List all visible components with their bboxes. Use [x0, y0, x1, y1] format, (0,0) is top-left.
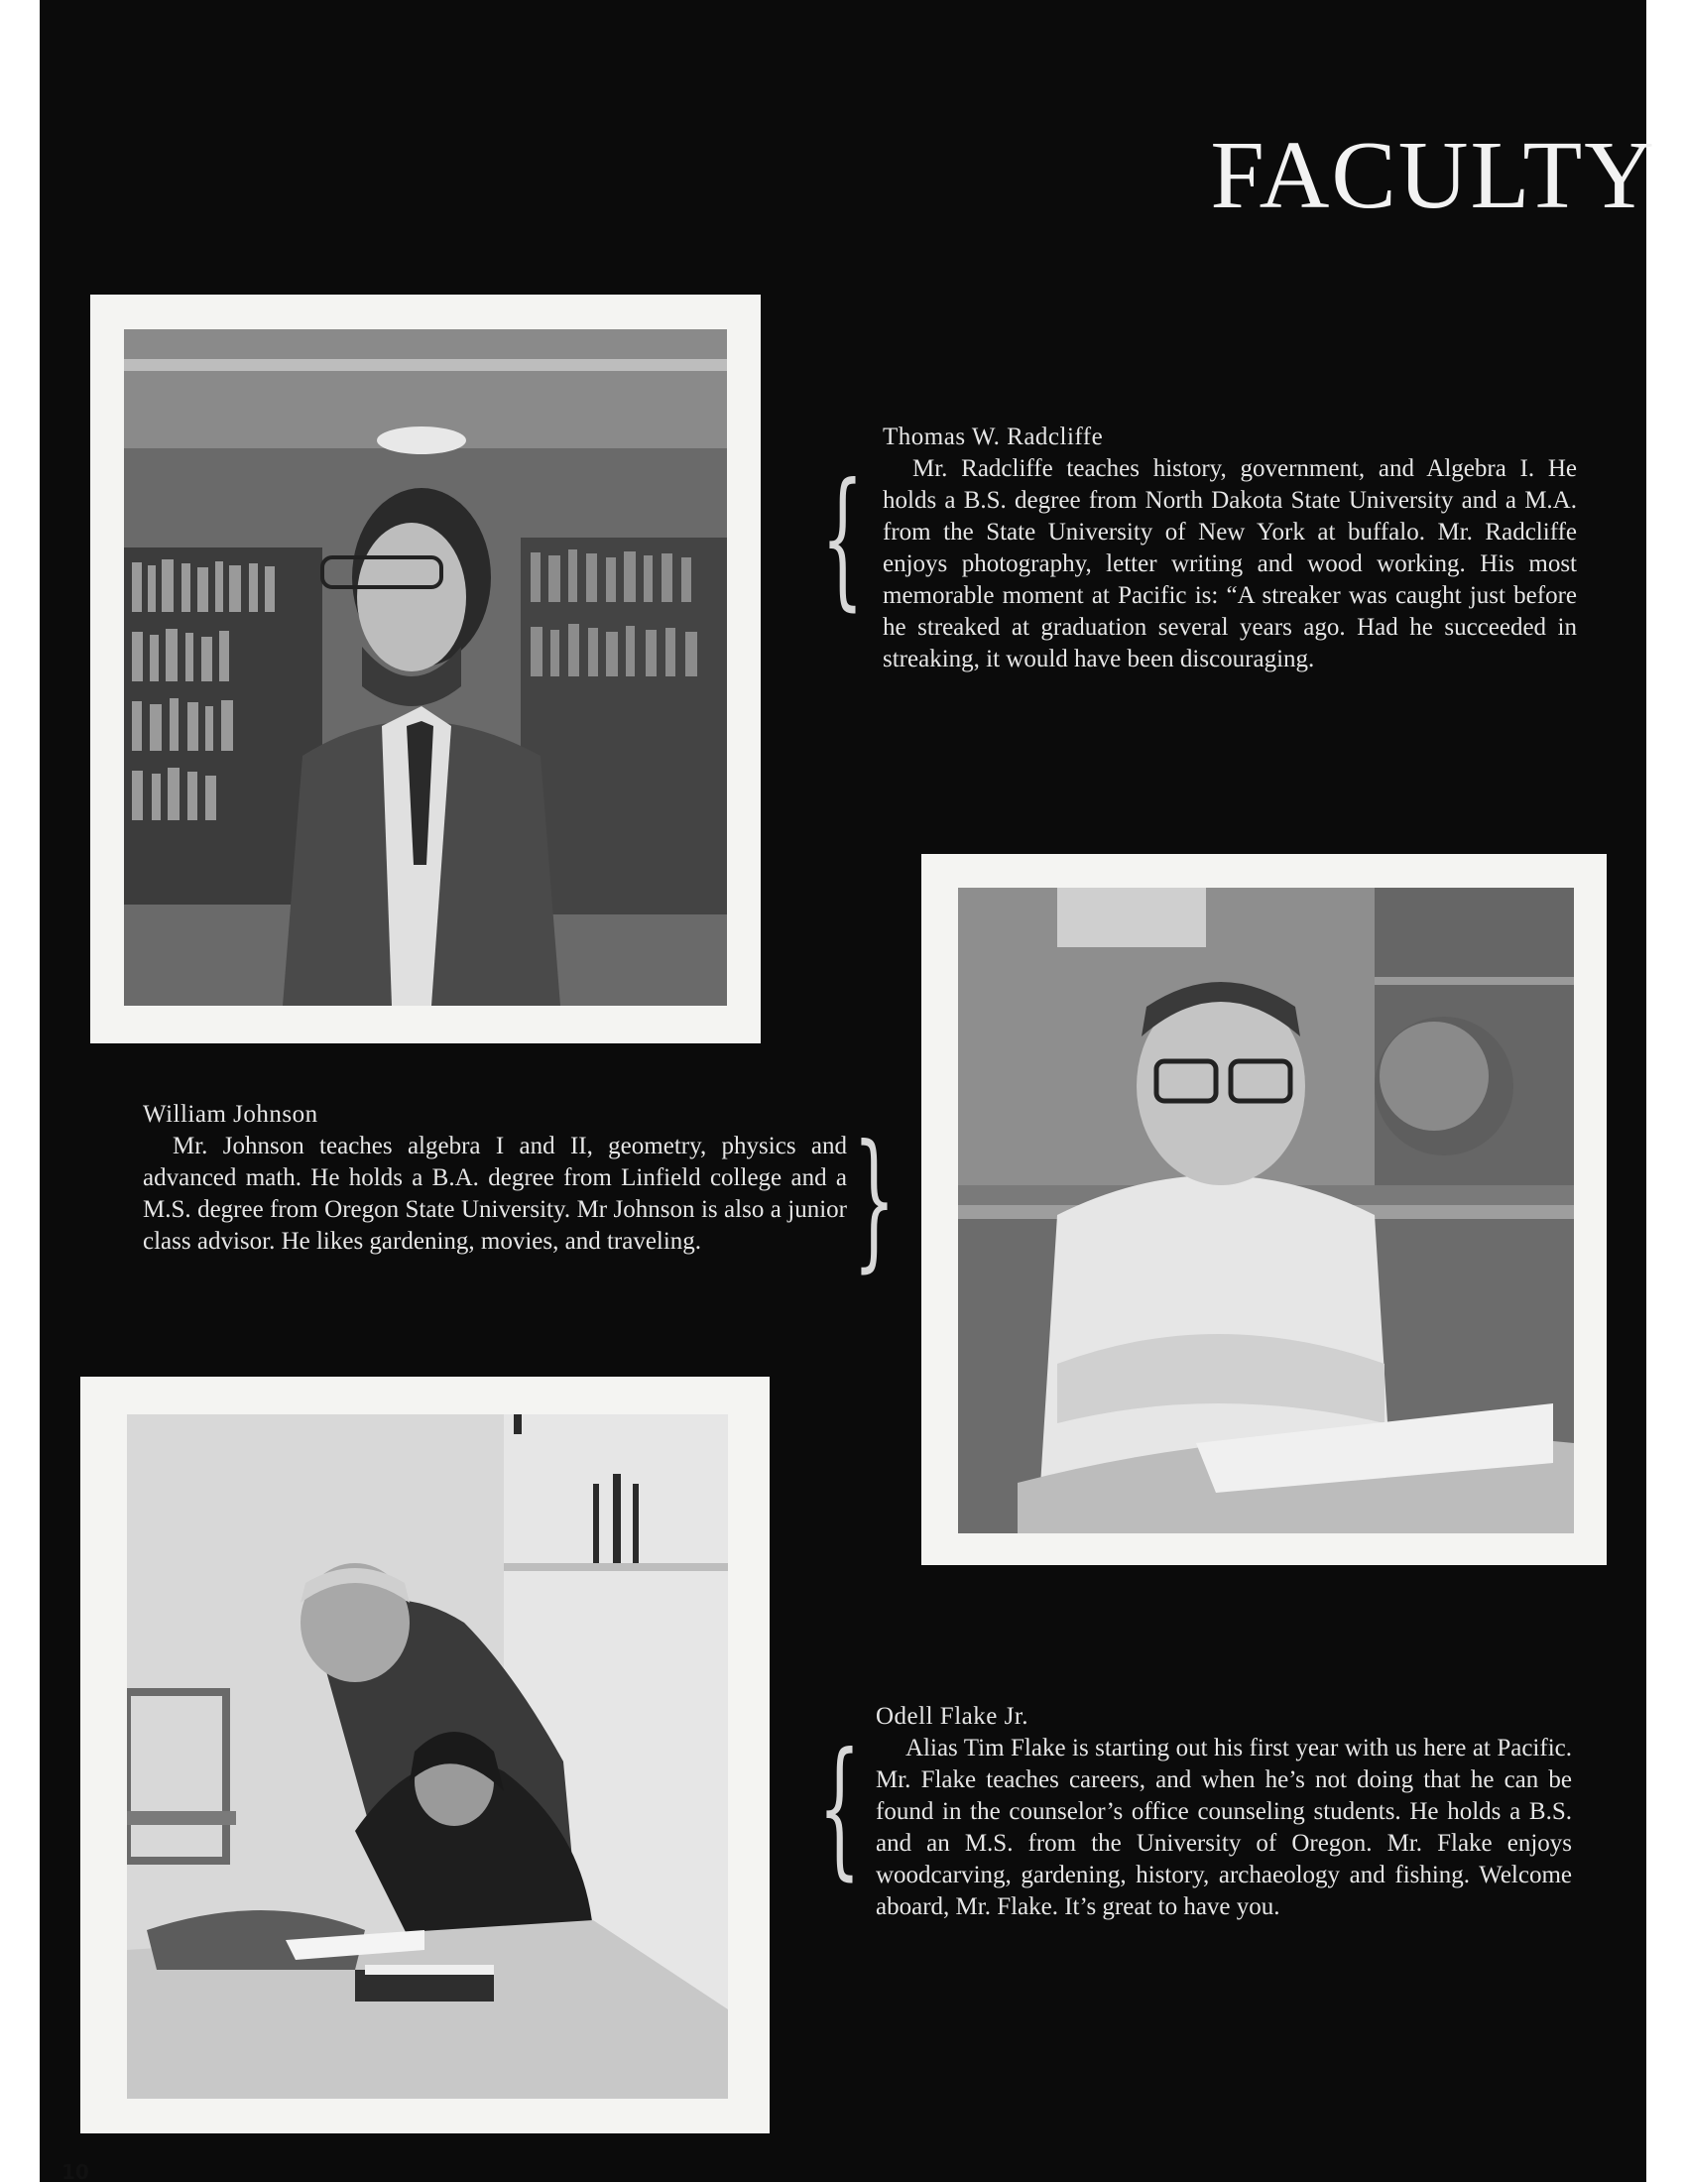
photo-frame-flake: [80, 1377, 770, 2133]
page-number: 10: [61, 2160, 89, 2184]
classroom-scene-image: [958, 888, 1574, 1533]
photo-johnson: [958, 888, 1574, 1533]
photo-flake: [127, 1414, 728, 2099]
library-scene-image: [124, 329, 727, 1006]
bio-johnson: [143, 1099, 847, 1258]
faculty-name-flake: Odell Flake Jr.: [876, 1703, 1029, 1730]
faculty-bio-johnson: Mr. Johnson teaches algebra I and II, geometry, physics and advanced math. He holds a B.A. degree from Linfield college and a M.S. degree from Oregon State University. Mr Johnson is also a junior class advisor. He likes gardening, movies, and traveling.: [143, 1133, 847, 1255]
yearbook-page: [40, 0, 1656, 2182]
bio-radcliffe: [883, 422, 1577, 675]
brace-johnson: }: [853, 1114, 896, 1286]
faculty-name-radcliffe: Thomas W. Radcliffe: [883, 424, 1104, 450]
faculty-bio-radcliffe: Mr. Radcliffe teaches history, government, and Algebra I. He holds a B.S. degree from North Dakota State University and a M.A. from the State University of New York at buffalo. Mr. Radcliffe enjoys photography, letter writing and wood working. His most memorable moment at Pacific is: “A streaker was caught just before he streaked at graduation several years ago. Had he succeeded in streaking, it would have been discouraging.: [883, 455, 1577, 672]
tutoring-scene-image: [127, 1414, 728, 2099]
page-title: FACULTY: [1210, 122, 1656, 229]
photo-frame-johnson: [921, 854, 1607, 1565]
brace-radcliffe: {: [821, 452, 864, 625]
faculty-bio-flake: Alias Tim Flake is starting out his first year with us here at Pacific. Mr. Flake teaches careers, and when he’s not doing that he can be found in the counselor’s office counseling students. He holds a B.S. and an M.S. from the University of Oregon. Mr. Flake enjoys woodcarving, gardening, history, archaeology and fishing. Welcome aboard, Mr. Flake. It’s great to have you.: [876, 1735, 1572, 1920]
brace-flake: {: [818, 1722, 861, 1894]
bio-flake: [876, 1701, 1572, 1923]
faculty-name-johnson: William Johnson: [143, 1101, 318, 1128]
photo-radcliffe: [124, 329, 727, 1006]
photo-frame-radcliffe: [90, 295, 761, 1043]
